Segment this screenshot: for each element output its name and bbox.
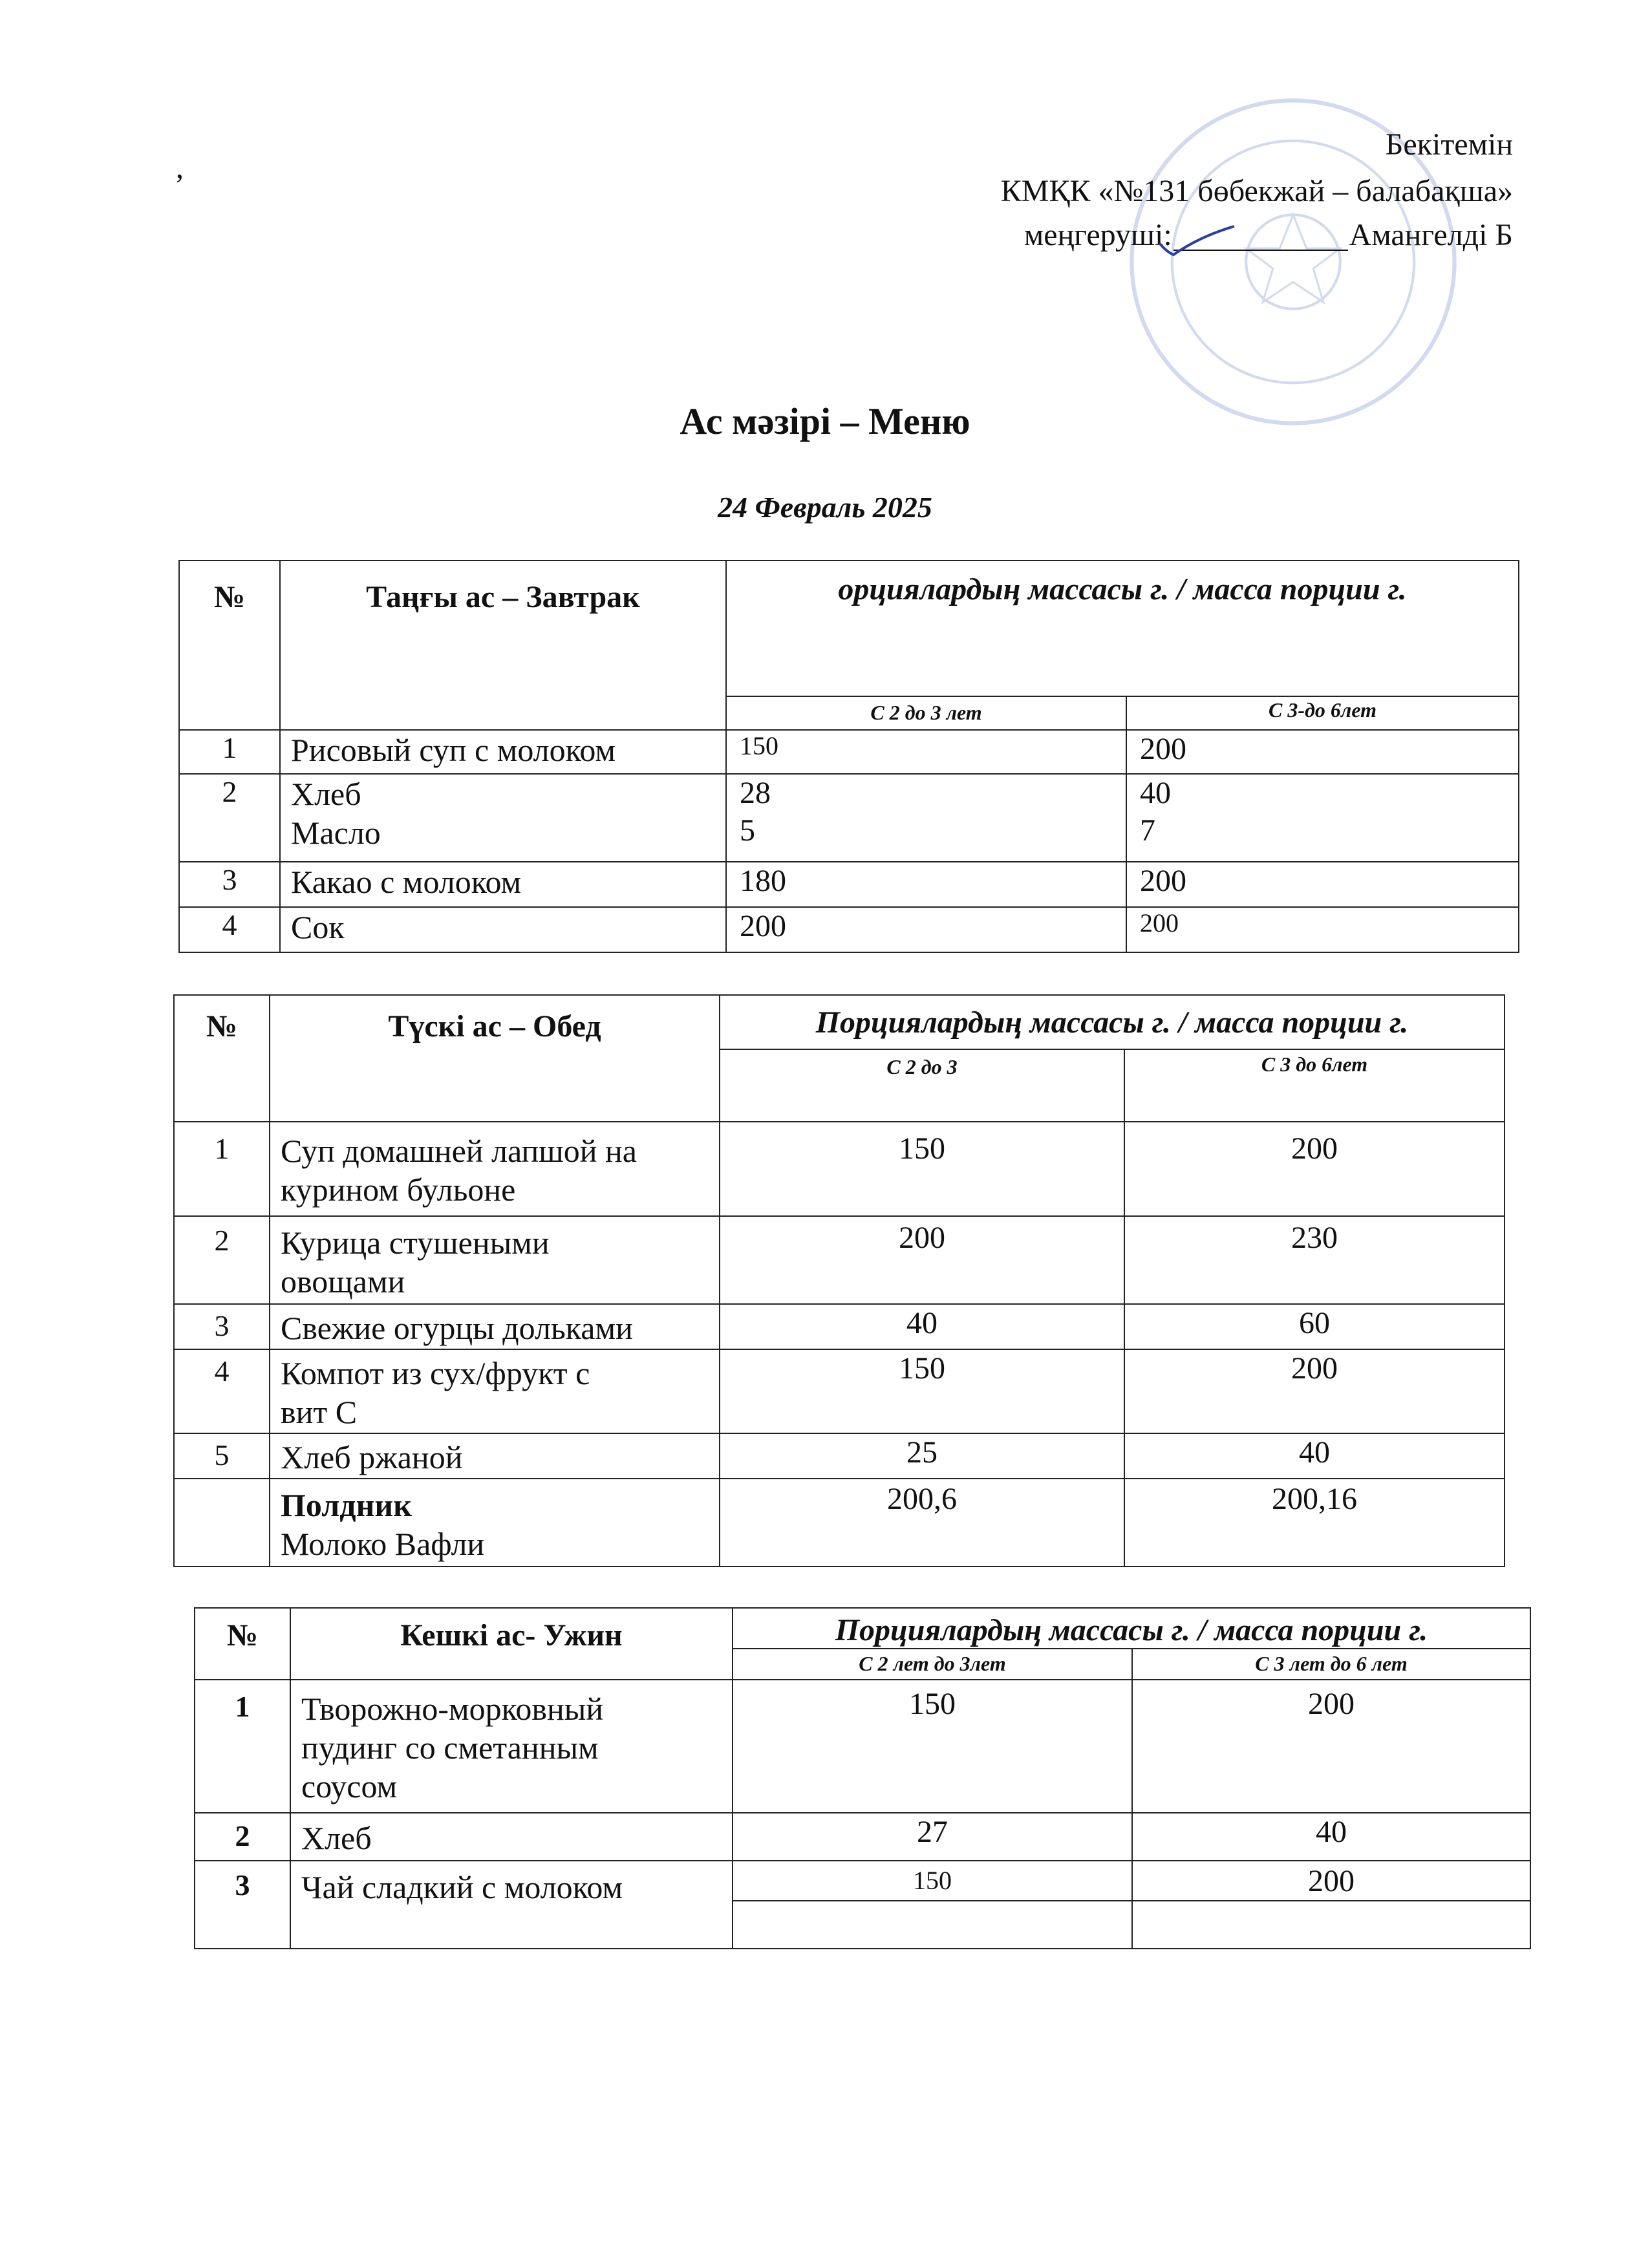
row-number: 3 <box>174 1304 270 1349</box>
table-row <box>174 1216 1505 1304</box>
row-number: 2 <box>195 1813 290 1861</box>
portion-age-2: 230 <box>1124 1216 1505 1304</box>
dish-name <box>270 1216 720 1304</box>
lunch-age-2: С 3 до 6лет <box>1124 1049 1505 1122</box>
snack-title: Полдник <box>281 1487 412 1523</box>
portion-age-2: 200 <box>1126 862 1519 907</box>
dish-name-line-2: Масло <box>291 815 381 851</box>
dinner-col-no: № <box>195 1608 290 1680</box>
table-row <box>195 1861 1530 1901</box>
dinner-col-name: Кешкі ас- Ужин <box>290 1608 733 1680</box>
breakfast-age-1: С 2 до 3 лет <box>726 696 1126 730</box>
portion-age-1: 180 <box>726 862 1126 907</box>
dish-name: Хлеб ржаной <box>270 1433 720 1479</box>
row-number: 3 <box>195 1861 290 1949</box>
table-row <box>174 1349 1505 1433</box>
lunch-age-1: С 2 до 3 <box>720 1049 1124 1122</box>
approval-line-3 <box>1024 220 1513 251</box>
portion-age-1: 150 <box>720 1122 1124 1216</box>
approval-line-2: КМҚК «№131 бөбекжай – балабақша» <box>1000 174 1513 208</box>
portion-age-2: 200 <box>1126 730 1519 774</box>
portion-line-1: 28 <box>740 776 771 810</box>
dish-name-line-1: Курица стушеными <box>281 1225 550 1261</box>
portion-line-2: 5 <box>740 813 755 848</box>
dinner-header-row <box>195 1608 1530 1649</box>
dish-name-line-2: пудинг со сметанным <box>301 1729 599 1766</box>
table-row <box>179 774 1519 862</box>
dish-name: Свежие огурцы дольками <box>270 1304 720 1349</box>
portion-age-2: 200 <box>1126 907 1519 952</box>
approval-role: меңгеруші: <box>1023 218 1172 252</box>
portion-age-2: 60 <box>1124 1304 1505 1349</box>
dinner-age-1: С 2 лет до 3лет <box>733 1649 1132 1680</box>
empty-cell <box>1132 1901 1530 1949</box>
dish-name-line-1: Суп домашней лапшой на <box>281 1133 638 1169</box>
lunch-col-mass: Порциялардың массасы г. / масса порции г. <box>720 995 1505 1049</box>
dinner-age-2: С 3 лет до 6 лет <box>1132 1649 1530 1680</box>
portion-age-1: 150 <box>733 1680 1132 1813</box>
dish-name: Рисовый суп с молоком <box>280 730 726 774</box>
table-row <box>174 1122 1505 1216</box>
dish-name-line-1: Хлеб <box>291 776 361 812</box>
portion-age-1: 150 <box>720 1349 1124 1433</box>
page-title: Ас мәзірі – Меню <box>680 400 970 442</box>
portion-age-2 <box>1126 774 1519 862</box>
dish-name: Хлеб <box>290 1813 733 1861</box>
approval-name: Амангелді Б <box>1349 218 1513 252</box>
portion-age-1: 200 <box>726 907 1126 952</box>
dish-name: Какао с молоком <box>280 862 726 907</box>
signature-checkmark-icon <box>1154 224 1238 262</box>
dinner-table <box>194 1607 1531 1949</box>
portion-age-2: 200 <box>1124 1349 1505 1433</box>
dish-name-line-2: вит С <box>281 1394 358 1430</box>
lunch-header-row <box>174 995 1505 1049</box>
portion-age-1: 27 <box>733 1813 1132 1861</box>
portion-age-1: 25 <box>720 1433 1124 1479</box>
row-number: 2 <box>174 1216 270 1304</box>
breakfast-age-2: С 3-до 6лет <box>1126 696 1519 730</box>
portion-age-2: 40 <box>1124 1433 1505 1479</box>
stray-mark: , <box>176 151 184 185</box>
table-row <box>195 1813 1530 1861</box>
dinner-col-mass: Порциялардың массасы г. / масса порции г. <box>733 1608 1530 1649</box>
dish-name: Сок <box>280 907 726 952</box>
portion-age-2: 200 <box>1132 1680 1530 1813</box>
table-row <box>174 1304 1505 1349</box>
portion-line-2: 7 <box>1140 813 1155 848</box>
portion-age-1: 200 <box>720 1216 1124 1304</box>
breakfast-table <box>178 560 1519 953</box>
table-row <box>174 1433 1505 1479</box>
row-number: 4 <box>174 1349 270 1433</box>
table-row <box>179 862 1519 907</box>
breakfast-col-name: Таңғы ас – Завтрак <box>280 561 726 730</box>
snack-items: Молоко Вафли <box>281 1526 485 1562</box>
portion-age-1: 40 <box>720 1304 1124 1349</box>
portion-age-2: 40 <box>1132 1813 1530 1861</box>
table-row <box>179 730 1519 774</box>
portion-age-1 <box>726 774 1126 862</box>
breakfast-header-row <box>179 561 1519 696</box>
dish-name <box>270 1122 720 1216</box>
portion-line-1: 40 <box>1140 776 1171 810</box>
portion-age-1: 200,6 <box>720 1479 1124 1567</box>
breakfast-col-mass: орциялардың массасы г. / масса порции г. <box>726 561 1519 696</box>
snack-cell <box>270 1479 720 1567</box>
lunch-col-name: Түскі ас – Обед <box>270 995 720 1122</box>
portion-age-2: 200 <box>1132 1861 1530 1901</box>
empty-cell <box>733 1901 1132 1949</box>
menu-date: 24 Февраль 2025 <box>718 491 932 524</box>
table-row <box>179 907 1519 952</box>
dish-name <box>290 1680 733 1813</box>
lunch-col-no: № <box>174 995 270 1122</box>
row-number: 1 <box>195 1680 290 1813</box>
approval-line-1: Бекітемін <box>1385 127 1513 162</box>
portion-age-1: 150 <box>733 1861 1132 1901</box>
dish-name-line-1: Компот из сух/фрукт с <box>281 1355 590 1391</box>
row-number: 1 <box>174 1122 270 1216</box>
row-number: 5 <box>174 1433 270 1479</box>
snack-row <box>174 1479 1505 1567</box>
table-row <box>195 1680 1530 1813</box>
row-number: 3 <box>179 862 280 907</box>
portion-age-2: 200 <box>1124 1122 1505 1216</box>
row-number: 2 <box>179 774 280 862</box>
row-number: 4 <box>179 907 280 952</box>
portion-age-1: 150 <box>726 730 1126 774</box>
lunch-table <box>173 994 1505 1567</box>
row-number: 1 <box>179 730 280 774</box>
dish-name: Чай сладкий с молоком <box>290 1861 733 1949</box>
dish-name-line-1: Творожно-морковный <box>301 1691 604 1727</box>
portion-age-2: 200,16 <box>1124 1479 1505 1567</box>
dish-name-line-2: овощами <box>281 1263 405 1300</box>
dish-name <box>280 774 726 862</box>
row-number <box>174 1479 270 1567</box>
breakfast-col-no: № <box>179 561 280 730</box>
dish-name-line-2: курином бульоне <box>281 1171 516 1208</box>
dish-name <box>270 1349 720 1433</box>
dish-name-line-3: соусом <box>301 1768 398 1804</box>
